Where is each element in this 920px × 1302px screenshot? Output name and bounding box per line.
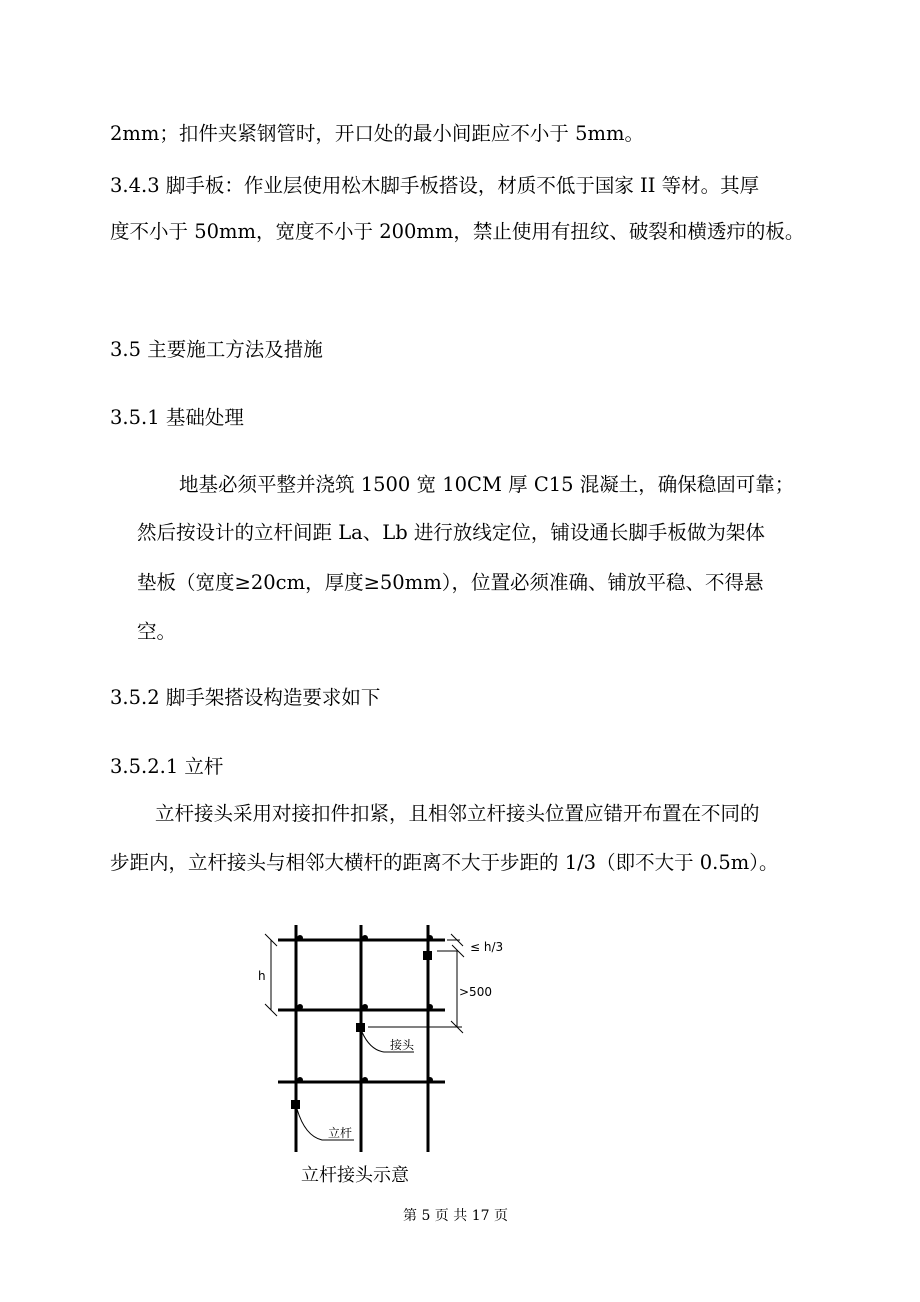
clamp-dot xyxy=(297,1077,303,1083)
paragraph-line: 垫板（宽度≥20cm，厚度≥50mm），位置必须准确、铺放平稳、不得悬 xyxy=(137,571,764,594)
paragraph-line: 地基必须平整并浇筑 1500 宽 10CM 厚 C15 混凝土，确保稳固可靠； xyxy=(179,473,795,496)
joint-square xyxy=(356,1023,365,1032)
joint-square xyxy=(291,1100,300,1109)
paragraph-line: 度不小于 50mm，宽度不小于 200mm，禁止使用有扭纹、破裂和横透疖的板。 xyxy=(110,220,805,243)
pole-leader xyxy=(297,1109,354,1140)
section-heading: 3.5 主要施工方法及措施 xyxy=(110,338,323,361)
figure-caption: 立杆接头示意 xyxy=(301,1165,409,1186)
paragraph-line: 然后按设计的立杆间距 La、Lb 进行放线定位，铺设通长脚手板做为架体 xyxy=(137,521,765,544)
h-label: h xyxy=(258,969,266,983)
h3-label: ≤ h/3 xyxy=(470,940,504,954)
clamp-dot xyxy=(427,1004,433,1010)
paragraph-line: 2mm；扣件夹紧钢管时，开口处的最小间距应不小于 5mm。 xyxy=(110,122,644,145)
clamp-dot xyxy=(427,935,433,941)
h3-dimension xyxy=(437,934,464,957)
subsection-heading: 3.5.2.1 立杆 xyxy=(110,755,224,778)
joint-square xyxy=(423,951,432,960)
joint-leader xyxy=(362,1032,414,1052)
clamp-dot xyxy=(362,1077,368,1083)
pole-label: 立杆 xyxy=(328,1126,353,1140)
clamp-dot xyxy=(297,1004,303,1010)
clamp-dot xyxy=(427,1077,433,1083)
paragraph-line: 空。 xyxy=(137,620,177,643)
subsection-heading: 3.5.1 基础处理 xyxy=(110,406,244,429)
clamp-dot xyxy=(297,935,303,941)
clamp-dot xyxy=(362,1004,368,1010)
h-dimension xyxy=(265,934,277,1016)
page-number: 第 5 页 共 17 页 xyxy=(403,1208,508,1224)
500-dimension xyxy=(368,951,463,1033)
paragraph-line: 立杆接头采用对接扣件扣紧，且相邻立杆接头位置应错开布置在不同的 xyxy=(155,802,760,825)
subsection-heading: 3.5.2 脚手架搭设构造要求如下 xyxy=(110,686,381,709)
paragraph-line: 3.4.3 脚手板：作业层使用松木脚手板搭设，材质不低于国家 II 等材。其厚 xyxy=(110,174,760,197)
clamp-dot xyxy=(362,935,368,941)
500-label: >500 xyxy=(459,985,492,999)
joint-label: 接头 xyxy=(390,1038,415,1052)
paragraph-line: 步距内，立杆接头与相邻大横杆的距离不大于步距的 1/3（即不大于 0.5m）。 xyxy=(110,851,779,874)
